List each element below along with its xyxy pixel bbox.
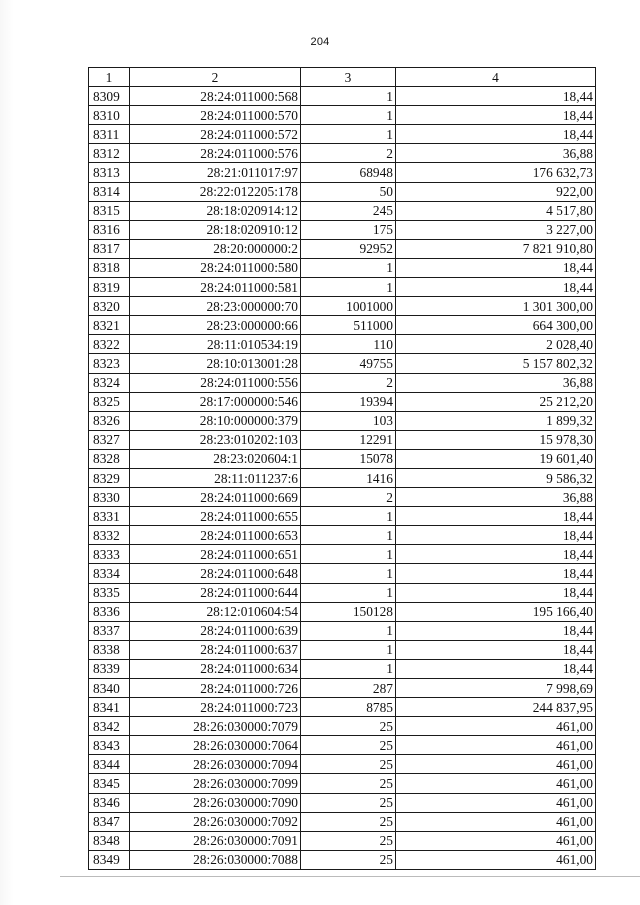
cadastral-number-cell: 28:24:011000:637 xyxy=(130,640,301,659)
value-cell: 36,88 xyxy=(396,373,596,392)
value-cell: 4 517,80 xyxy=(396,201,596,220)
value-cell: 5 157 802,32 xyxy=(396,354,596,373)
value-cell: 2 028,40 xyxy=(396,335,596,354)
cadastral-number-cell: 28:24:011000:653 xyxy=(130,526,301,545)
value-cell: 461,00 xyxy=(396,774,596,793)
area-cell: 1 xyxy=(301,526,396,545)
table-row xyxy=(89,335,596,354)
row-number-cell: 8330 xyxy=(89,488,130,507)
area-cell: 1 xyxy=(301,87,396,106)
row-number-cell: 8331 xyxy=(89,507,130,526)
area-cell: 103 xyxy=(301,411,396,430)
table-header-row xyxy=(89,68,596,87)
value-cell: 176 632,73 xyxy=(396,163,596,182)
area-cell: 1 xyxy=(301,659,396,678)
row-number-cell: 8341 xyxy=(89,698,130,717)
table-row xyxy=(89,392,596,411)
header-col-1: 1 xyxy=(89,68,130,87)
area-cell: 12291 xyxy=(301,430,396,449)
area-cell: 25 xyxy=(301,831,396,850)
table-row xyxy=(89,430,596,449)
value-cell: 7 821 910,80 xyxy=(396,239,596,258)
value-cell: 195 166,40 xyxy=(396,602,596,621)
cadastral-number-cell: 28:26:030000:7090 xyxy=(130,793,301,812)
area-cell: 2 xyxy=(301,144,396,163)
value-cell: 461,00 xyxy=(396,850,596,869)
row-number-cell: 8334 xyxy=(89,564,130,583)
table-row xyxy=(89,583,596,602)
table-row xyxy=(89,526,596,545)
row-number-cell: 8324 xyxy=(89,373,130,392)
row-number-cell: 8313 xyxy=(89,163,130,182)
cadastral-number-cell: 28:24:011000:568 xyxy=(130,87,301,106)
value-cell: 18,44 xyxy=(396,659,596,678)
value-cell: 18,44 xyxy=(396,640,596,659)
row-number-cell: 8336 xyxy=(89,602,130,621)
area-cell: 68948 xyxy=(301,163,396,182)
area-cell: 25 xyxy=(301,774,396,793)
value-cell: 18,44 xyxy=(396,106,596,125)
row-number-cell: 8349 xyxy=(89,850,130,869)
row-number-cell: 8321 xyxy=(89,316,130,335)
cadastral-number-cell: 28:24:011000:580 xyxy=(130,258,301,277)
area-cell: 1416 xyxy=(301,468,396,487)
cadastral-number-cell: 28:23:000000:66 xyxy=(130,316,301,335)
cadastral-number-cell: 28:26:030000:7094 xyxy=(130,755,301,774)
table-row xyxy=(89,831,596,850)
area-cell: 2 xyxy=(301,373,396,392)
cadastral-number-cell: 28:24:011000:570 xyxy=(130,106,301,125)
table-row xyxy=(89,125,596,144)
cadastral-number-cell: 28:24:011000:581 xyxy=(130,278,301,297)
value-cell: 1 899,32 xyxy=(396,411,596,430)
page-bottom-line xyxy=(60,876,640,877)
cadastral-number-cell: 28:26:030000:7088 xyxy=(130,850,301,869)
table-row xyxy=(89,488,596,507)
table-row xyxy=(89,163,596,182)
area-cell: 245 xyxy=(301,201,396,220)
row-number-cell: 8335 xyxy=(89,583,130,602)
table-row xyxy=(89,679,596,698)
table-row xyxy=(89,755,596,774)
table-row xyxy=(89,659,596,678)
cadastral-number-cell: 28:24:011000:556 xyxy=(130,373,301,392)
area-cell: 50 xyxy=(301,182,396,201)
table-row xyxy=(89,507,596,526)
area-cell: 25 xyxy=(301,850,396,869)
area-cell: 175 xyxy=(301,220,396,239)
value-cell: 461,00 xyxy=(396,736,596,755)
value-cell: 19 601,40 xyxy=(396,449,596,468)
area-cell: 8785 xyxy=(301,698,396,717)
value-cell: 18,44 xyxy=(396,545,596,564)
row-number-cell: 8329 xyxy=(89,468,130,487)
row-number-cell: 8342 xyxy=(89,717,130,736)
table-row xyxy=(89,545,596,564)
table-body xyxy=(89,87,596,870)
area-cell: 1 xyxy=(301,545,396,564)
cadastral-number-cell: 28:11:010534:19 xyxy=(130,335,301,354)
row-number-cell: 8348 xyxy=(89,831,130,850)
cadastral-number-cell: 28:24:011000:576 xyxy=(130,144,301,163)
cadastral-number-cell: 28:18:020910:12 xyxy=(130,220,301,239)
table-row xyxy=(89,220,596,239)
table-row xyxy=(89,812,596,831)
row-number-cell: 8311 xyxy=(89,125,130,144)
table-row xyxy=(89,278,596,297)
table-row xyxy=(89,793,596,812)
value-cell: 18,44 xyxy=(396,507,596,526)
row-number-cell: 8338 xyxy=(89,640,130,659)
cadastral-number-cell: 28:20:000000:2 xyxy=(130,239,301,258)
row-number-cell: 8318 xyxy=(89,258,130,277)
cadastral-number-cell: 28:12:010604:54 xyxy=(130,602,301,621)
value-cell: 18,44 xyxy=(396,258,596,277)
row-number-cell: 8316 xyxy=(89,220,130,239)
value-cell: 18,44 xyxy=(396,526,596,545)
cadastral-number-cell: 28:24:011000:726 xyxy=(130,679,301,698)
area-cell: 150128 xyxy=(301,602,396,621)
value-cell: 1 301 300,00 xyxy=(396,297,596,316)
scan-edge-shadow xyxy=(0,0,14,905)
table-row xyxy=(89,258,596,277)
row-number-cell: 8314 xyxy=(89,182,130,201)
cadastral-number-cell: 28:23:020604:1 xyxy=(130,449,301,468)
area-cell: 1 xyxy=(301,278,396,297)
cadastral-number-cell: 28:24:011000:648 xyxy=(130,564,301,583)
area-cell: 25 xyxy=(301,736,396,755)
row-number-cell: 8315 xyxy=(89,201,130,220)
area-cell: 25 xyxy=(301,812,396,831)
value-cell: 461,00 xyxy=(396,755,596,774)
row-number-cell: 8322 xyxy=(89,335,130,354)
area-cell: 1001000 xyxy=(301,297,396,316)
value-cell: 461,00 xyxy=(396,717,596,736)
row-number-cell: 8323 xyxy=(89,354,130,373)
area-cell: 25 xyxy=(301,755,396,774)
cadastral-number-cell: 28:10:000000:379 xyxy=(130,411,301,430)
area-cell: 2 xyxy=(301,488,396,507)
cadastral-number-cell: 28:26:030000:7099 xyxy=(130,774,301,793)
table-row xyxy=(89,316,596,335)
header-col-3: 3 xyxy=(301,68,396,87)
cadastral-number-cell: 28:22:012205:178 xyxy=(130,182,301,201)
table-row xyxy=(89,850,596,869)
data-table-container xyxy=(88,67,596,870)
area-cell: 1 xyxy=(301,583,396,602)
row-number-cell: 8328 xyxy=(89,449,130,468)
cadastral-number-cell: 28:26:030000:7064 xyxy=(130,736,301,755)
row-number-cell: 8343 xyxy=(89,736,130,755)
value-cell: 18,44 xyxy=(396,87,596,106)
row-number-cell: 8319 xyxy=(89,278,130,297)
row-number-cell: 8312 xyxy=(89,144,130,163)
cadastral-number-cell: 28:18:020914:12 xyxy=(130,201,301,220)
table-row xyxy=(89,239,596,258)
area-cell: 15078 xyxy=(301,449,396,468)
value-cell: 664 300,00 xyxy=(396,316,596,335)
table-row xyxy=(89,640,596,659)
cadastral-number-cell: 28:23:010202:103 xyxy=(130,430,301,449)
table-row xyxy=(89,449,596,468)
row-number-cell: 8309 xyxy=(89,87,130,106)
value-cell: 922,00 xyxy=(396,182,596,201)
table-row xyxy=(89,602,596,621)
area-cell: 1 xyxy=(301,258,396,277)
row-number-cell: 8310 xyxy=(89,106,130,125)
table-row xyxy=(89,468,596,487)
cadastral-number-cell: 28:24:011000:644 xyxy=(130,583,301,602)
area-cell: 92952 xyxy=(301,239,396,258)
value-cell: 7 998,69 xyxy=(396,679,596,698)
page-number: 204 xyxy=(310,36,330,48)
value-cell: 36,88 xyxy=(396,144,596,163)
table-row xyxy=(89,354,596,373)
value-cell: 18,44 xyxy=(396,621,596,640)
header-col-2: 2 xyxy=(130,68,301,87)
row-number-cell: 8339 xyxy=(89,659,130,678)
header-col-4: 4 xyxy=(396,68,596,87)
value-cell: 461,00 xyxy=(396,793,596,812)
table-row xyxy=(89,297,596,316)
area-cell: 1 xyxy=(301,125,396,144)
cadastral-number-cell: 28:10:013001:28 xyxy=(130,354,301,373)
row-number-cell: 8317 xyxy=(89,239,130,258)
table-row xyxy=(89,774,596,793)
area-cell: 1 xyxy=(301,106,396,125)
cadastral-number-cell: 28:24:011000:639 xyxy=(130,621,301,640)
table-row xyxy=(89,87,596,106)
cadastral-number-cell: 28:17:000000:546 xyxy=(130,392,301,411)
value-cell: 15 978,30 xyxy=(396,430,596,449)
row-number-cell: 8337 xyxy=(89,621,130,640)
cadastral-number-cell: 28:11:011237:6 xyxy=(130,468,301,487)
cadastral-number-cell: 28:24:011000:669 xyxy=(130,488,301,507)
table-row xyxy=(89,564,596,583)
cadastral-number-cell: 28:26:030000:7092 xyxy=(130,812,301,831)
row-number-cell: 8346 xyxy=(89,793,130,812)
cadastral-number-cell: 28:21:011017:97 xyxy=(130,163,301,182)
table-row xyxy=(89,717,596,736)
row-number-cell: 8345 xyxy=(89,774,130,793)
cadastral-number-cell: 28:24:011000:723 xyxy=(130,698,301,717)
cadastral-number-cell: 28:24:011000:634 xyxy=(130,659,301,678)
table-row xyxy=(89,182,596,201)
table-row xyxy=(89,106,596,125)
row-number-cell: 8344 xyxy=(89,755,130,774)
table-row xyxy=(89,373,596,392)
cadastral-number-cell: 28:23:000000:70 xyxy=(130,297,301,316)
row-number-cell: 8347 xyxy=(89,812,130,831)
area-cell: 19394 xyxy=(301,392,396,411)
area-cell: 25 xyxy=(301,793,396,812)
row-number-cell: 8327 xyxy=(89,430,130,449)
value-cell: 461,00 xyxy=(396,812,596,831)
row-number-cell: 8320 xyxy=(89,297,130,316)
table-row xyxy=(89,698,596,717)
row-number-cell: 8340 xyxy=(89,679,130,698)
cadastral-number-cell: 28:26:030000:7091 xyxy=(130,831,301,850)
row-number-cell: 8326 xyxy=(89,411,130,430)
value-cell: 36,88 xyxy=(396,488,596,507)
cadastral-number-cell: 28:24:011000:651 xyxy=(130,545,301,564)
row-number-cell: 8333 xyxy=(89,545,130,564)
value-cell: 25 212,20 xyxy=(396,392,596,411)
value-cell: 244 837,95 xyxy=(396,698,596,717)
area-cell: 49755 xyxy=(301,354,396,373)
value-cell: 18,44 xyxy=(396,278,596,297)
area-cell: 1 xyxy=(301,621,396,640)
area-cell: 1 xyxy=(301,564,396,583)
area-cell: 1 xyxy=(301,640,396,659)
value-cell: 461,00 xyxy=(396,831,596,850)
area-cell: 287 xyxy=(301,679,396,698)
area-cell: 511000 xyxy=(301,316,396,335)
value-cell: 18,44 xyxy=(396,125,596,144)
table-row xyxy=(89,736,596,755)
cadastral-number-cell: 28:24:011000:572 xyxy=(130,125,301,144)
cadastral-number-cell: 28:26:030000:7079 xyxy=(130,717,301,736)
table-row xyxy=(89,411,596,430)
area-cell: 1 xyxy=(301,507,396,526)
table-row xyxy=(89,201,596,220)
area-cell: 110 xyxy=(301,335,396,354)
value-cell: 9 586,32 xyxy=(396,468,596,487)
value-cell: 3 227,00 xyxy=(396,220,596,239)
area-cell: 25 xyxy=(301,717,396,736)
row-number-cell: 8332 xyxy=(89,526,130,545)
row-number-cell: 8325 xyxy=(89,392,130,411)
value-cell: 18,44 xyxy=(396,583,596,602)
table-row xyxy=(89,144,596,163)
value-cell: 18,44 xyxy=(396,564,596,583)
data-table xyxy=(88,67,596,870)
table-row xyxy=(89,621,596,640)
cadastral-number-cell: 28:24:011000:655 xyxy=(130,507,301,526)
